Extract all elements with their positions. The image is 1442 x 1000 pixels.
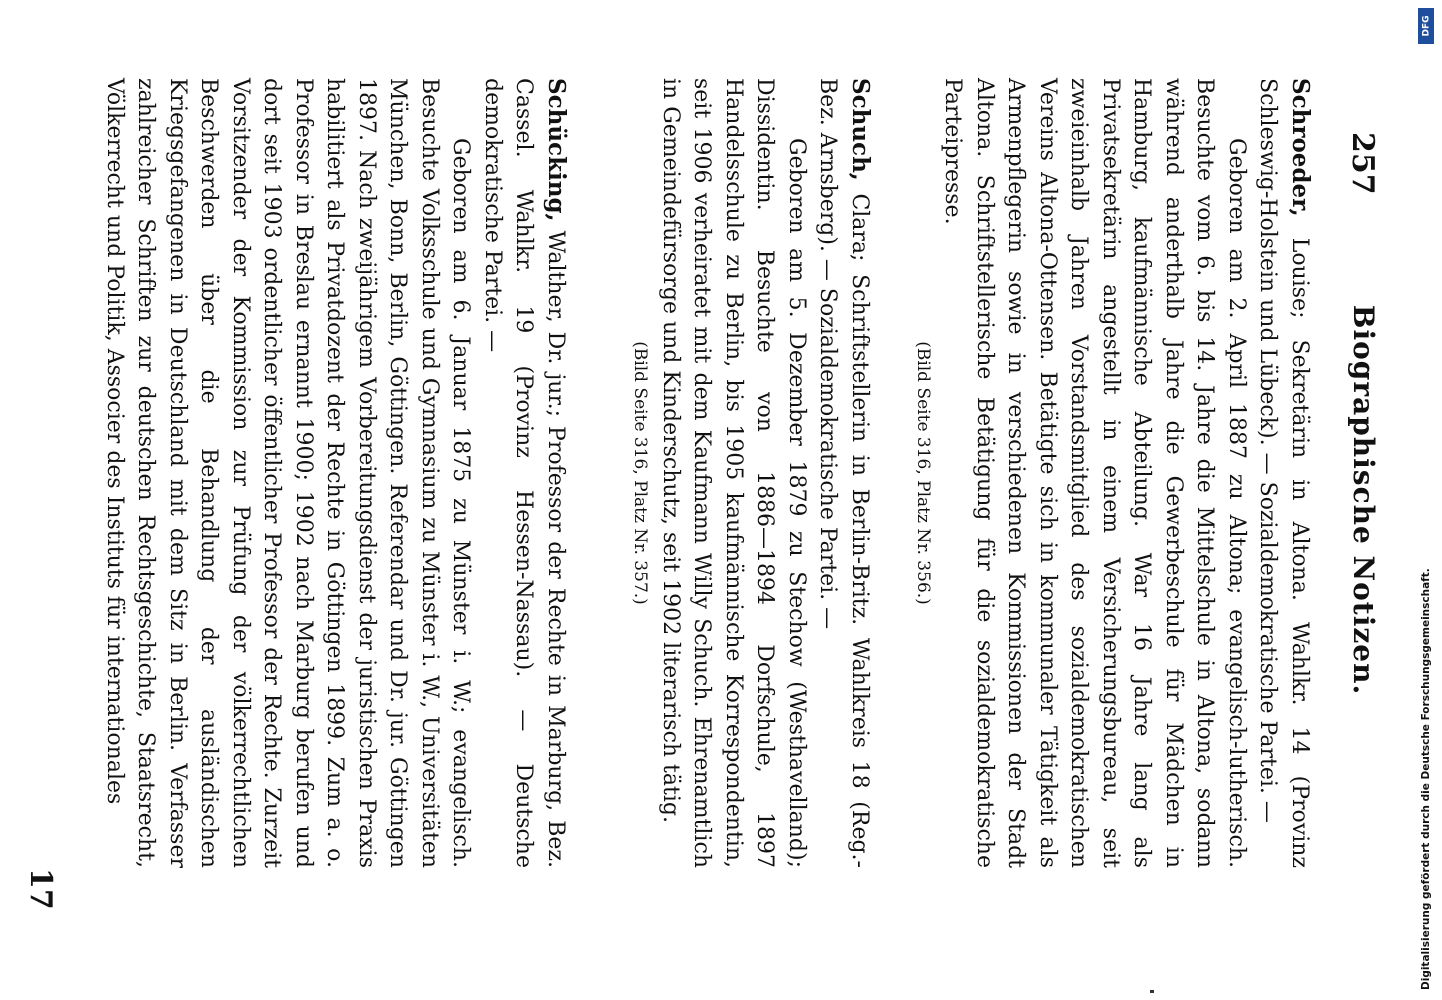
page-title: Biographische Notizen.: [1347, 304, 1380, 696]
entry-body: Geboren am 6. Januar 1875 zu Münster i. W.; evangelisch. Besuchte Volksschule und Gymnasium zu Münster i. W., Universitäten München, Bonn, Berlin, Göttingen. Referendar und Dr. jur. Göttingen 1897. Nach zweijährigem Vorbereitungsdienst der juristischen Praxis habilitiert als Privatdozent der Rechte in Göttingen 1899. Zum a. o. Professor in Breslau ernannt 1900; 1902 nach Marburg berufen und dort seit 1903 ordentlicher öffentlicher Professor der Rechte. Zurzeit Vorsitzender der Kommission zur Prüfung der völkerrechtlichen Beschwerden über die Behandlung der ausländischen Kriegsgefangenen in Deutschland mit dem Sitz in Berlin. Verfasser zahlreicher Schriften zur deutschen Rechtsgeschichte, Staatsrecht, Völkerrecht und Politik, Associer des Instituts für internationales: [102, 78, 474, 868]
dfg-logo-text: DFG: [1421, 15, 1432, 37]
biography-entry-schuecking: [99, 78, 573, 868]
page-number: 257: [1345, 132, 1380, 195]
entry-heading: [812, 78, 876, 868]
entry-name: Schuch,: [847, 78, 874, 181]
entry-name: Schücking,: [543, 78, 570, 222]
scan-speck: [1150, 990, 1154, 993]
entry-image-ref: (Bild Seite 316, Platz Nr. 356.): [913, 341, 933, 605]
entry-heading: [477, 78, 573, 868]
entry-name: Schroeder,: [1287, 78, 1314, 217]
dfg-logo: [1418, 8, 1434, 44]
entry-body: Geboren am 2. April 1887 zu Altona; evangelisch-lutherisch. Besuchte vom 6. bis 14. Jahre die Mittelschule in Altona, sodann während anderthalb Jahre die Gewerbeschule für Mädchen in Hamburg, kaufmännische Abteilung. War 16 Jahre lang als Privatsekretärin angestellt in einem Versicherungsbureau, seit zweieinhalb Jahren Vorstandsmitglied des sozialdemokratischen Vereins Altona-Ottensen. Betätigte sich in kommunaler Tätigkeit als Armenpflegerin sowie in verschiedenen Kommissionen der Stadt Altona. Schriftstellerische Betätigung für die sozialdemokratische Parteipresse.: [940, 78, 1249, 868]
digitization-note: [1416, 390, 1436, 990]
biography-entry-schroeder: [911, 78, 1316, 868]
biography-entry-schuch: [629, 78, 877, 868]
entry-first-line: Louise; Sekretärin in Altona. Wahlkr. 14 (Provinz Schleswig-Holstein und Lübeck). — Sozialdemokratische Partei. —: [1255, 78, 1312, 868]
entry-image-ref: (Bild Seite 316, Platz Nr. 357.): [630, 341, 651, 605]
entry-first-line: Clara; Schriftstellerin in Berlin-Britz. Wahlkreis 18 (Reg.-Bez. Arnsberg). — Sozialdemokratische Partei. —: [815, 78, 872, 868]
digitization-note-text: Digitalisierung gefördert durch die Deutsche Forschungsgemeinschaft.: [1420, 568, 1432, 990]
entry-first-line: Walther, Dr. jur.; Professor der Rechte in Marburg, Bez. Cassel. Wahlkr. 19 (Provinz Hessen-Nassau). — Deutsche demokratische Partei. —: [480, 78, 568, 868]
entry-body: Geboren am 5. Dezember 1879 zu Stechow (Westhavelland); Dissidentin. Besuchte von 1886—1894 Dorfschule, 1897 Handelsschule zu Berlin, bis 1905 kaufmännische Korrespondentin, seit 1906 verheiratet mit dem Kaufmann Willy Schuch. Ehrenamtlich in Gemeindefürsorge und Kinderschutz, seit 1902 literarisch tätig.: [658, 78, 809, 868]
entry-heading: [1252, 78, 1316, 868]
signature-mark: 17: [23, 868, 58, 910]
